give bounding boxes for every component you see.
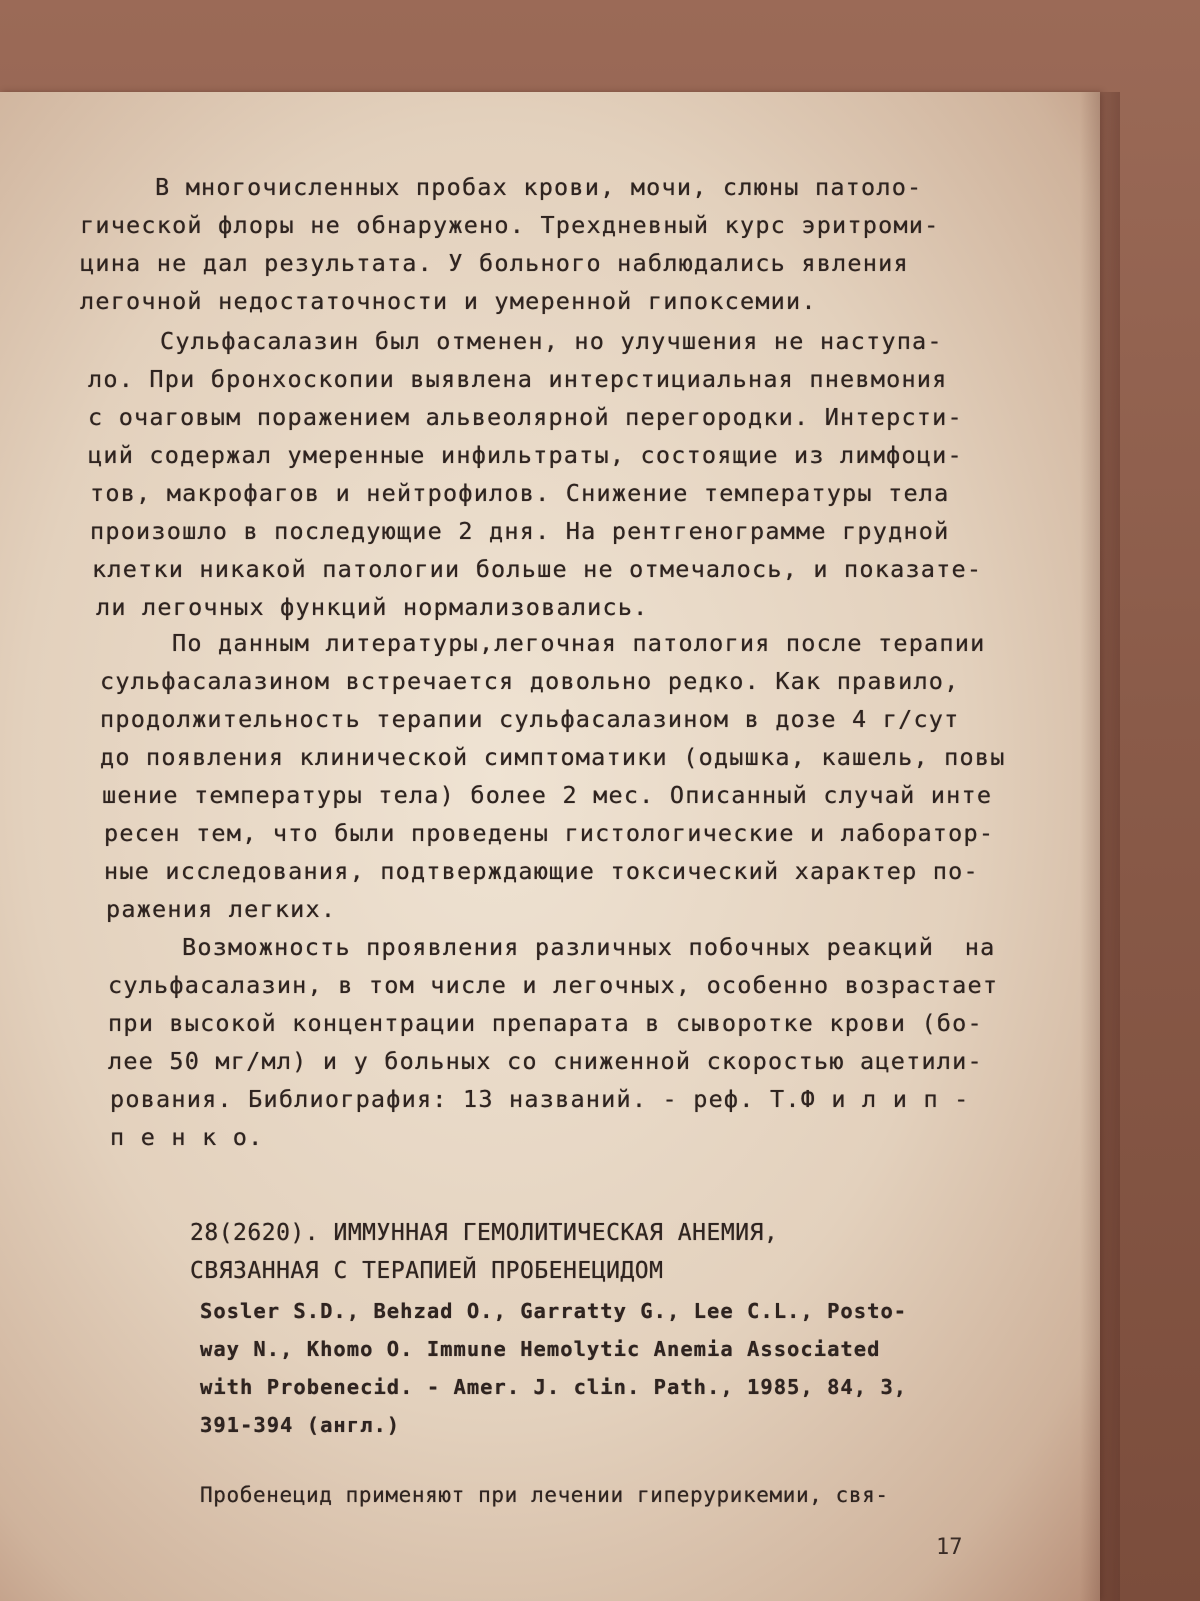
citation-line-4: 391-394 (англ.): [200, 1413, 401, 1437]
paragraph-4-line-2: сульфасалазин, в том числе и легочных, особенно возрастает: [108, 971, 999, 999]
entry-body-line-1: Пробенецид применяют при лечении гиперурикемии, свя-: [200, 1483, 889, 1507]
citation-line-3: with Probenecid. - Amer. J. clin. Path., 1985, 84, 3,: [200, 1375, 908, 1399]
page-edge-shadow: [1080, 92, 1120, 1601]
paragraph-1-line-4: легочной недостаточности и умеренной гипоксемии.: [80, 287, 817, 315]
paragraph-1-line-1: В многочисленных пробах крови, мочи, слюны патоло-: [155, 173, 923, 201]
paragraph-3-line-3: продолжительность терапии сульфасалазином в дозе 4 г/сут: [100, 705, 960, 733]
paragraph-2-line-3: с очаговым поражением альвеолярной перегородки. Интерсти-: [88, 403, 963, 431]
paragraph-2-line-2: ло. При бронхоскопии выявлена интерстициальная пневмония: [88, 365, 948, 393]
paragraph-2-line-8: ли легочных функций нормализовались.: [96, 593, 649, 621]
paragraph-4-line-5: рования. Библиография: 13 названий. - реф. Т.Ф и л и п -: [110, 1085, 970, 1113]
paragraph-1-line-2: гической флоры не обнаружено. Трехдневный курс эритроми-: [80, 211, 940, 239]
paragraph-3-line-6: ресен тем, что были проведены гистологические и лаборатор-: [104, 819, 995, 847]
paragraph-4-line-3: при высокой концентрации препарата в сыворотке крови (бо-: [108, 1009, 983, 1037]
entry-title-line-2: СВЯЗАННАЯ С ТЕРАПИЕЙ ПРОБЕНЕЦИДОМ: [190, 1258, 664, 1284]
paragraph-1-line-3: цина не дал результата. У больного наблюдались явления: [80, 249, 909, 277]
paragraph-3-line-2: сульфасалазином встречается довольно редко. Как правило,: [100, 667, 960, 695]
paragraph-2-line-7: клетки никакой патологии больше не отмечалось, и показате-: [92, 555, 983, 583]
paragraph-3-line-8: ражения легких.: [106, 895, 337, 923]
page-number: 17: [936, 1535, 963, 1560]
paragraph-2-line-4: ций содержал умеренные инфильтраты, состоящие из лимфоци-: [88, 441, 963, 469]
paragraph-3-line-7: ные исследования, подтверждающие токсический характер по-: [104, 857, 979, 885]
paragraph-3-line-5: шение температуры тела) более 2 мес. Описанный случай инте: [102, 781, 993, 809]
paragraph-3-line-4: до появления клинической симптоматики (одышка, кашель, повы: [100, 743, 1006, 771]
citation-line-2: way N., Khomo O. Immune Hemolytic Anemia Associated: [200, 1337, 881, 1361]
paragraph-2-line-6: произошло в последующие 2 дня. На рентгенограмме грудной: [90, 517, 950, 545]
entry-title-line-1: 28(2620). ИММУННАЯ ГЕМОЛИТИЧЕСКАЯ АНЕМИЯ,: [190, 1220, 779, 1246]
citation-line-1: Sosler S.D., Behzad O., Garratty G., Lee C.L., Posto-: [200, 1299, 908, 1323]
paragraph-4-line-1: Возможность проявления различных побочных реакций на: [182, 933, 996, 961]
paragraph-3-line-1: По данным литературы,легочная патология после терапии: [172, 629, 986, 657]
paragraph-4-line-4: лее 50 мг/мл) и у больных со сниженной скоростью ацетили-: [108, 1047, 983, 1075]
paragraph-2-line-5: тов, макрофагов и нейтрофилов. Снижение температуры тела: [90, 479, 950, 507]
paragraph-2-line-1: Сульфасалазин был отменен, но улучшения не наступа-: [160, 327, 943, 355]
paragraph-4-line-6: п е н к о.: [110, 1123, 264, 1151]
